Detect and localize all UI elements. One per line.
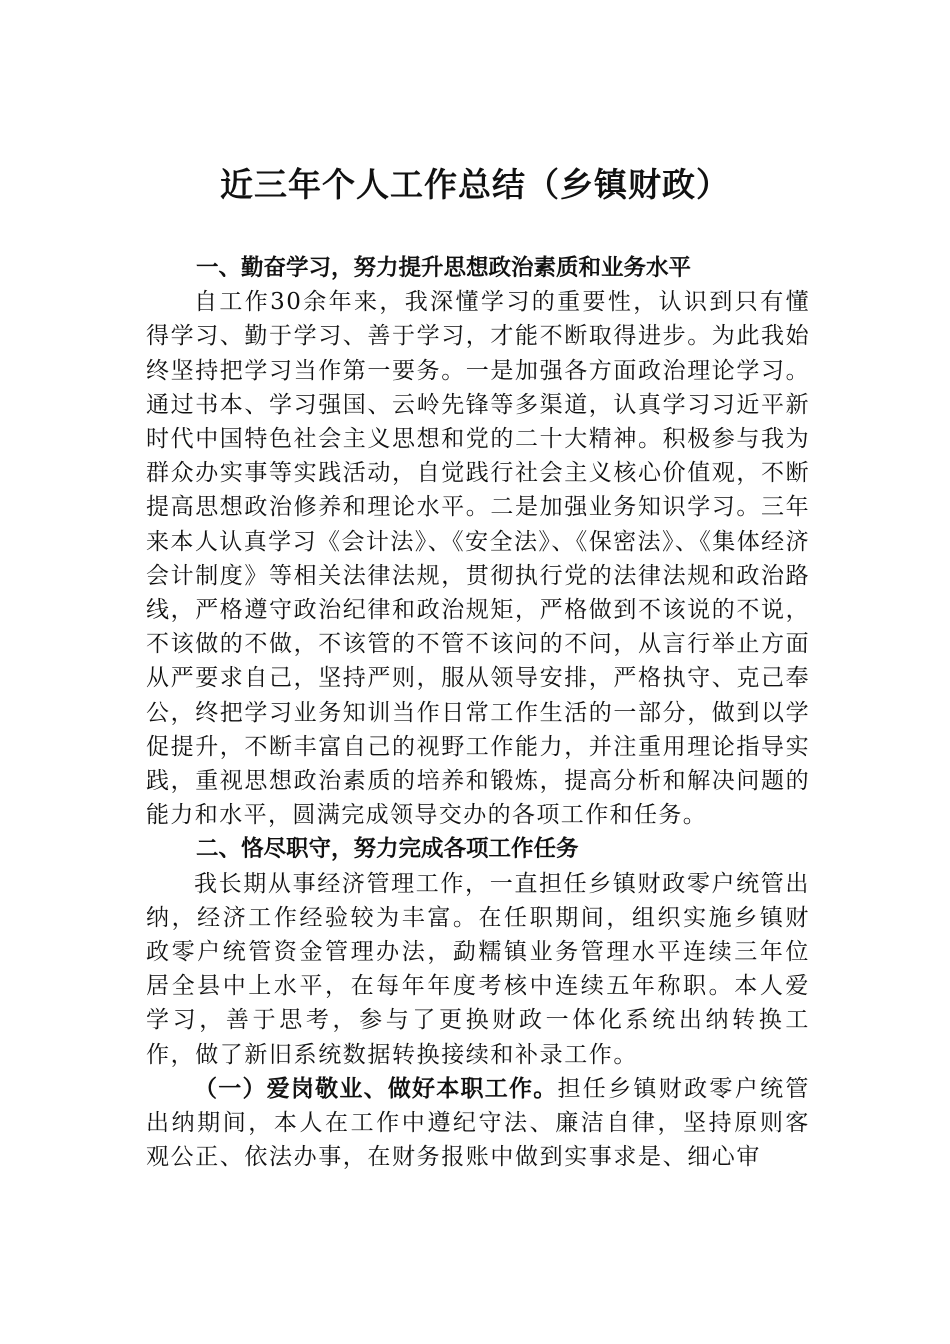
subsection-1-paragraph xyxy=(146,1072,810,1175)
subsection-1-text: 担任乡镇财政零户统管出纳期间，本人在工作中遵纪守法、廉洁自律，坚持原则客观公正、依法办事，在财务报账中做到实事求是、细心审 xyxy=(146,1075,811,1171)
document-body xyxy=(146,251,810,1174)
document-title: 近三年个人工作总结（乡镇财政） xyxy=(220,165,730,204)
section-2-paragraph: 我长期从事经济管理工作，一直担任乡镇财政零户统管出纳，经济工作经验较为丰富。在任职期间，组织实施乡镇财政零户统管资金管理办法，勐糯镇业务管理水平连续三年位居全县中上水平，在每年年度考核中连续五年称职。本人爱学习，善于思考，参与了更换财政一体化系统出纳转换工作，做了新旧系统数据转换接续和补录工作。 xyxy=(146,870,810,1068)
section-1-paragraph: 自工作30余年来，我深懂学习的重要性，认识到只有懂得学习、勤于学习、善于学习，才能不断取得进步。为此我始终坚持把学习当作第一要务。一是加强各方面政治理论学习。通过书本、学习强国、云岭先锋等多渠道，认真学习习近平新时代中国特色社会主义思想和党的二十大精神。积极参与我为群众办实事等实践活动，自觉践行社会主义核心价值观，不断提高思想政治修养和理论水平。二是加强业务知识学习。三年来本人认真学习《会计法》、《安全法》、《保密法》、《集体经济会计制度》等相关法律法规，贯彻执行党的法律法规和政治路线，严格遵守政治纪律和政治规矩，严格做到不该说的不说，不该做的不做，不该管的不管不该问的不问，从言行举止方面从严要求自己，坚持严则，服从领导安排，严格执守、克己奉公，终把学习业务知训当作日常工作生活的一部分，做到以学促提升，不断丰富自己的视野工作能力，并注重用理论指导实践，重视思想政治素质的培养和锻炼，提高分析和解决问题的能力和水平，圆满完成领导交办的各项工作和任务。 xyxy=(146,289,810,829)
section-2-heading: 二、恪尽职守，努力完成各项工作任务 xyxy=(196,836,579,863)
section-1-heading: 一、勤奋学习，努力提升思想政治素质和业务水平 xyxy=(196,255,692,281)
subsection-1-lead: （一）爱岗敬业、做好本职工作。 xyxy=(194,1075,558,1102)
